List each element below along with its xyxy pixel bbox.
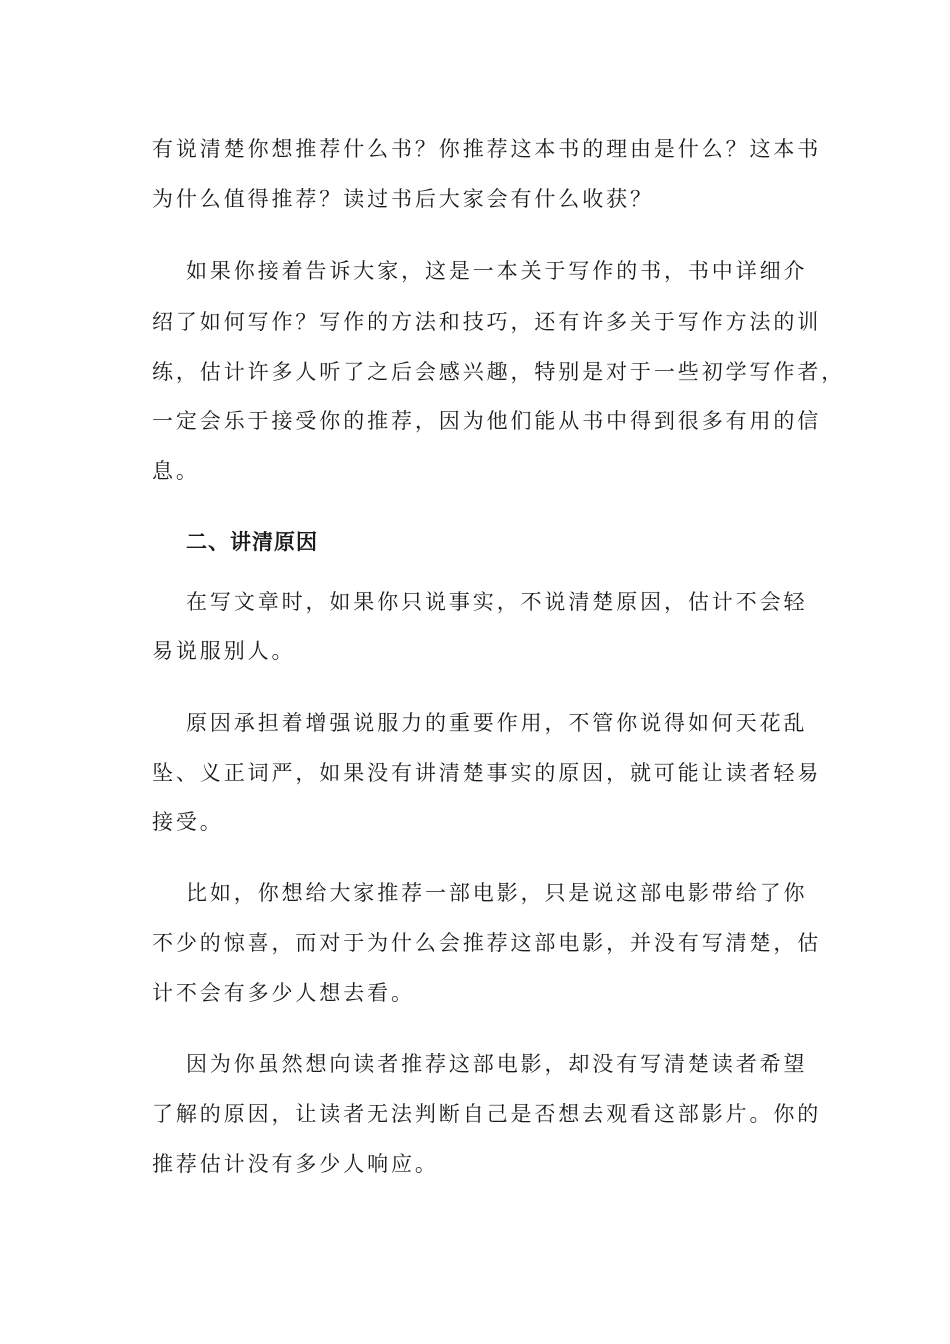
text-line: 息。 — [152, 459, 200, 483]
text-line: 易说服别人。 — [152, 639, 296, 663]
paragraph-first-line: 比如，你想给大家推荐一部电影，只是说这部电影带给了你 — [186, 881, 808, 905]
paragraph-first-line: 在写文章时，如果你只说事实，不说清楚原因，估计不会轻 — [186, 590, 808, 614]
paragraph-first-line: 因为你虽然想向读者推荐这部电影，却没有写清楚读者希望 — [186, 1052, 808, 1076]
text-line: 一定会乐于接受你的推荐，因为他们能从书中得到很多有用的信 — [152, 409, 822, 433]
text-line: 了解的原因，让读者无法判断自己是否想去观看这部影片。你的 — [152, 1102, 822, 1126]
text-line: 练，估计许多人听了之后会感兴趣，特别是对于一些初学写作者， — [152, 360, 846, 384]
paragraph-first-line: 如果你接着告诉大家，这是一本关于写作的书，书中详细介 — [186, 259, 808, 283]
section-heading: 二、讲清原因 — [186, 530, 318, 554]
text-line: 坠、义正词严，如果没有讲清楚事实的原因，就可能让读者轻易 — [152, 761, 822, 785]
text-line: 接受。 — [152, 810, 224, 834]
text-line: 绍了如何写作？写作的方法和技巧，还有许多关于写作方法的训 — [152, 310, 822, 334]
text-line: 为什么值得推荐？读过书后大家会有什么收获？ — [152, 187, 654, 211]
text-line: 不少的惊喜，而对于为什么会推荐这部电影，并没有写清楚，估 — [152, 931, 822, 955]
text-line: 计不会有多少人想去看。 — [152, 981, 415, 1005]
text-line: 推荐估计没有多少人响应。 — [152, 1152, 439, 1176]
paragraph-first-line: 原因承担着增强说服力的重要作用，不管你说得如何天花乱 — [186, 711, 808, 735]
text-line: 有说清楚你想推荐什么书？你推荐这本书的理由是什么？这本书 — [152, 137, 822, 161]
